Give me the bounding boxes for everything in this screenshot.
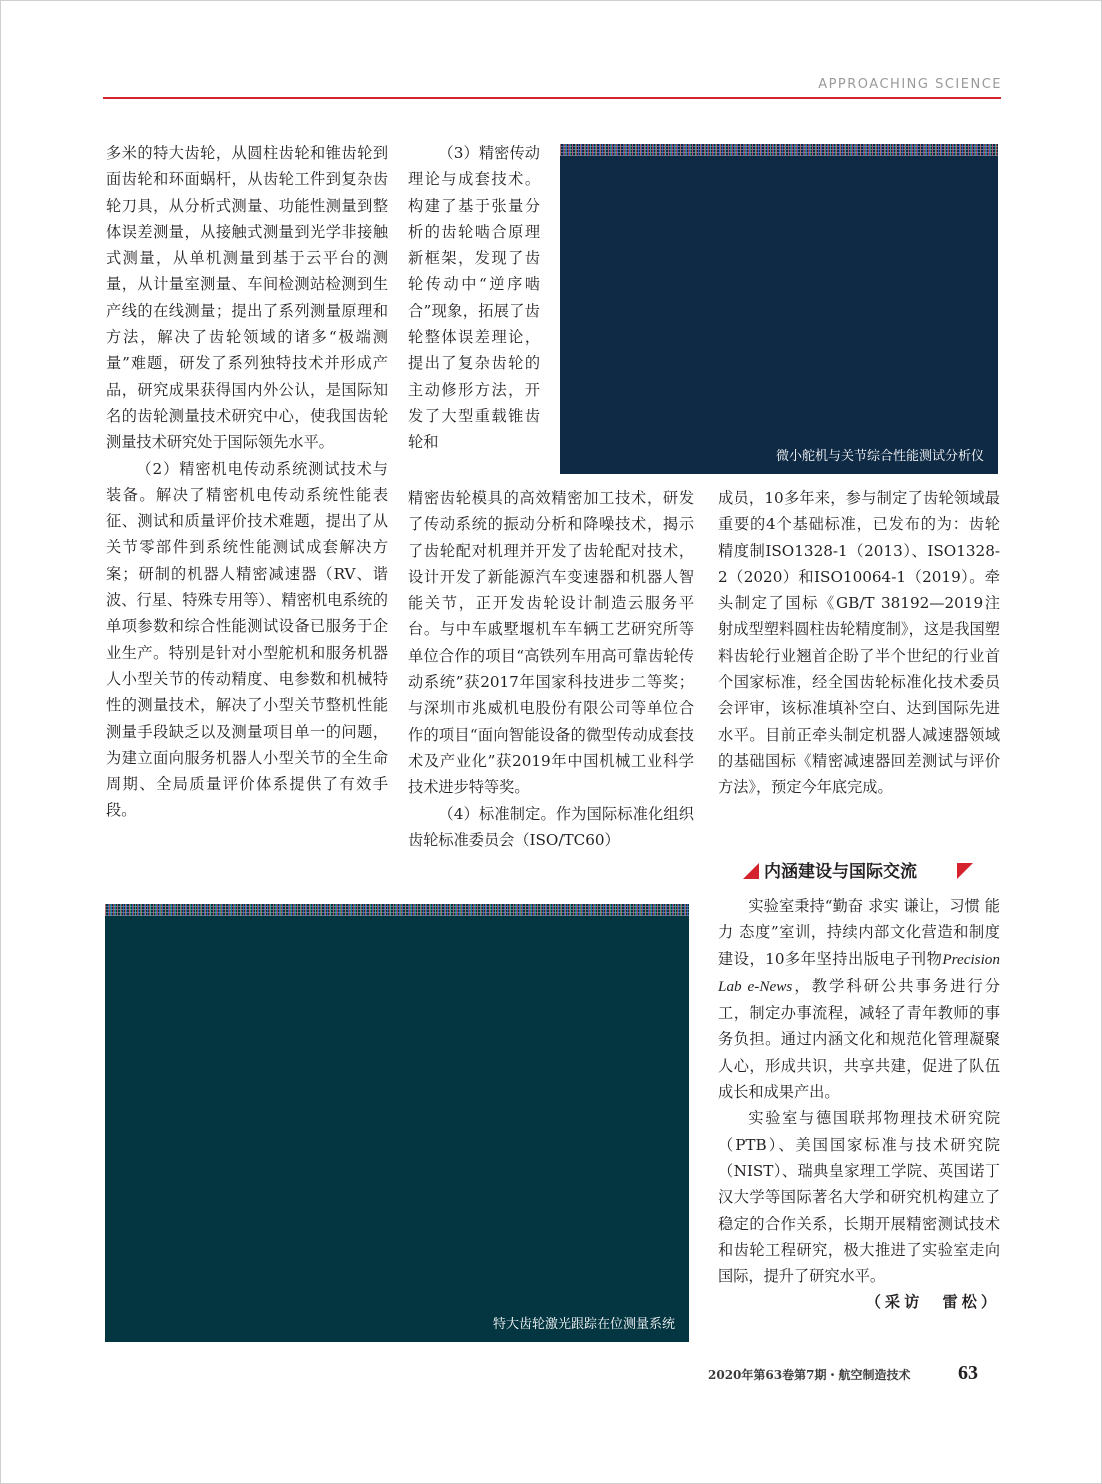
paragraph: 多米的特大齿轮，从圆柱齿轮和锥齿轮到面齿轮和环面蜗杆，从齿轮工件到复杂齿轮刀具，从分析式测量、功能性测量到整体误差测量，从接触式测量到光学非接触式测量，从单机测量到基于云平台的测量，从计量室测量、车间检测站检测到生产线的在线测量；提出了系列测量原理和方法，解决了齿轮领域的诸多“极端测量”难题，研发了系列独特技术并形成产品，研究成果获得国内外公认，是国际知名的齿轮测量技术研究中心，使我国齿轮测量技术研究处于国际领先水平。 bbox=[106, 144, 388, 452]
paragraph: 成员，10多年来，参与制定了齿轮领域最重要的4个基础标准，已发布的为：齿轮精度制ISO1328-1（2013）、ISO1328-2（2020）和ISO10064-1（2019）。牵头制定了国标《GB/T 38192—2019注射成型塑料圆柱齿轮精度制》，这是我国塑料齿轮行业翘首企盼了半个世纪的行业首个国家标准，经全国齿轮标准化技术委员会评审，该标准填补空白、达到国际先进水平。目前正牵头制定机器人减速器领域的基础国标《精密减速器回差测试与评价方法》，预定今年底完成。 bbox=[718, 489, 1000, 797]
column-left bbox=[106, 140, 388, 824]
column-middle-top bbox=[408, 140, 540, 456]
section-heading bbox=[742, 860, 917, 884]
photo-noise-strip bbox=[560, 144, 998, 156]
paragraph-text: ，教学科研公共事务进行分工，制定办事流程，减轻了青年教师的事务负担。通过内涵文化和规范化管理凝聚人心，形成共识，共享共建，促进了队伍成长和成果产出。 bbox=[718, 976, 1001, 1102]
photo-laser-tracker-system bbox=[105, 904, 689, 1342]
paragraph: （3）精密传动理论与成套技术。构建了基于张量分析的齿轮啮合原理新框架，发现了齿轮传动中“逆序啮合”现象，拓展了齿轮整体误差理论，提出了复杂齿轮的主动修形方法，开发了大型重载锥齿轮和 bbox=[408, 144, 540, 452]
section-heading-text: 内涵建设与国际交流 bbox=[764, 862, 917, 882]
paragraph: 精密齿轮模具的高效精密加工技术，研发了传动系统的振动分析和降噪技术，揭示了齿轮配对机理并开发了齿轮配对技术，设计开发了新能源汽车变速器和机器人智能关节，正开发齿轮设计制造云服务平台。与中车戚墅堰机车车辆工艺研究所等单位合作的项目“高铁列车用高可靠齿轮传动系统”获2017年国家科技进步二等奖；与深圳市兆威机电股份有限公司等单位合作的项目“面向智能设备的微型传动成套技术及产业化”获2019年中国机械工业科学技术进步特等奖。 bbox=[408, 489, 694, 797]
photo-micro-servo-tester bbox=[560, 144, 998, 474]
paragraph-text: 实验室与德国联邦物理技术研究院（PTB）、美国国家标准与技术研究院（NIST）、瑞典皇家理工学院、英国诺丁汉大学等国际著名大学和研究机构建立了稳定的合作关系，长期开展精密测试技术和齿轮工程研究，极大推进了实验室走向国际，提升了研究水平。 bbox=[718, 1109, 1000, 1286]
paragraph: （4）标准制定。作为国际标准化组织齿轮标准委员会（ISO/TC60） bbox=[408, 804, 694, 849]
paragraph bbox=[718, 1105, 1000, 1312]
column-right-bottom bbox=[718, 893, 1000, 1316]
paragraph-text: 实验室秉持“勤奋 求实 谦让，习惯 能力 态度”室训，持续内部文化营造和制度建设，10多年坚持出版电子刊物 bbox=[718, 897, 1000, 968]
column-right-top bbox=[718, 485, 1000, 801]
signature: （采访 雷松） bbox=[865, 1293, 1000, 1312]
heading-triangle-right-icon bbox=[957, 863, 973, 879]
column-middle-bottom bbox=[408, 485, 694, 853]
paragraph bbox=[718, 893, 1000, 1105]
page-number: 63 bbox=[958, 1362, 978, 1384]
running-header: APPROACHING SCIENCE bbox=[818, 77, 1002, 92]
photo-noise-strip bbox=[105, 904, 689, 916]
paragraph: （2）精密机电传动系统测试技术与装备。解决了精密机电传动系统性能表征、测试和质量评价技术难题，提出了从关节零部件到系统性能测试成套解决方案；研制的机器人精密减速器（RV、谐波、行星、特殊专用等）、精密机电系统的单项参数和综合性能测试设备已服务于企业生产。特别是针对小型舵机和服务机器人小型关节的传动精度、电参数和机械特性的测量技术，解决了小型关节整机性能测量手段缺乏以及测量项目单一的问题，为建立面向服务机器人小型关节的全生命周期、全局质量评价体系提供了有效手段。 bbox=[106, 459, 388, 820]
journal-name: Precision Lab e-News bbox=[718, 950, 1000, 995]
photo-caption: 微小舵机与关节综合性能测试分析仪 bbox=[775, 449, 984, 464]
header-rule bbox=[103, 97, 1001, 99]
photo-caption: 特大齿轮激光跟踪在位测量系统 bbox=[492, 1317, 675, 1332]
footer-issue: 2020年第63卷第7期・航空制造技术 bbox=[708, 1368, 911, 1382]
